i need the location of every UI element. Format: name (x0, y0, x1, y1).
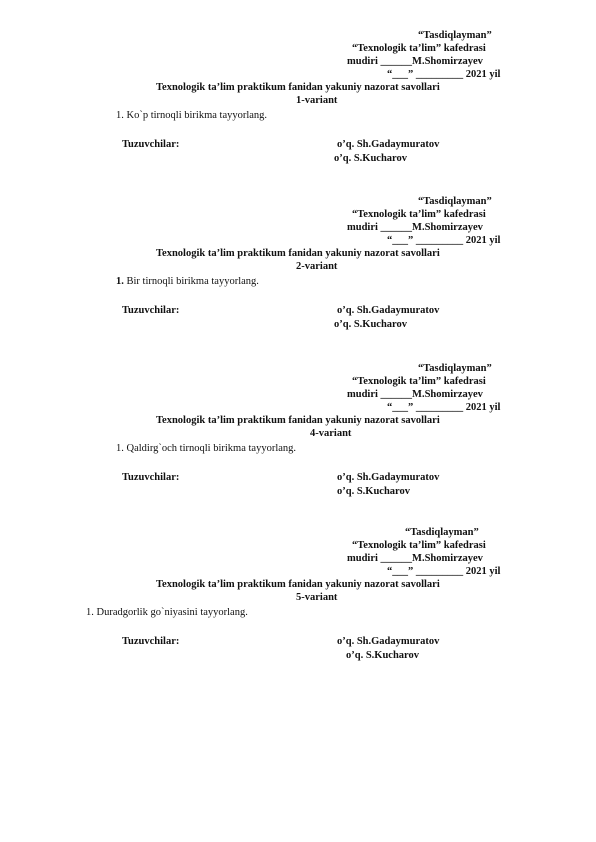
authors-label: Tuzuvchilar: (122, 305, 180, 316)
approval-date: “___” _________ 2021 yil (387, 566, 501, 577)
author-1: o’q. Sh.Gadaymuratov (337, 472, 440, 483)
authors-label: Tuzuvchilar: (122, 139, 180, 150)
department-name: “Texnologik ta’lim” kafedrasi (352, 43, 486, 54)
exam-title: Texnologik ta’lim praktikum fanidan yakuniy nazorat savollari (156, 415, 440, 426)
author-1: o’q. Sh.Gadaymuratov (337, 139, 440, 150)
authors-label: Tuzuvchilar: (122, 636, 180, 647)
author-1: o’q. Sh.Gadaymuratov (337, 305, 440, 316)
department-name: “Texnologik ta’lim” kafedrasi (352, 209, 486, 220)
question-text: 1. Duradgorlik go`niyasini tayyorlang. (86, 607, 248, 618)
author-2: o’q. S.Kucharov (334, 319, 408, 330)
approval-header: “Tasdiqlayman” (418, 30, 492, 41)
approval-header: “Tasdiqlayman” (418, 363, 492, 374)
approval-date: “___” _________ 2021 yil (387, 402, 501, 413)
variant-label: 4-variant (310, 428, 352, 439)
question-number: 1. (116, 276, 124, 287)
approval-date: “___” _________ 2021 yil (387, 235, 501, 246)
variant-label: 1-variant (296, 95, 338, 106)
exam-title: Texnologik ta’lim praktikum fanidan yakuniy nazorat savollari (156, 579, 440, 590)
author-2: o’q. S.Kucharov (337, 486, 411, 497)
variant-block-4 (0, 363, 596, 533)
question-text: 1. Qaldirg`och tirnoqli birikma tayyorlang. (116, 443, 297, 454)
variant-label: 5-variant (296, 592, 338, 603)
approval-header: “Tasdiqlayman” (418, 196, 492, 207)
exam-title: Texnologik ta’lim praktikum fanidan yakuniy nazorat savollari (156, 248, 440, 259)
author-1: o’q. Sh.Gadaymuratov (337, 636, 440, 647)
approval-header: “Tasdiqlayman” (405, 527, 479, 538)
variant-block-2 (0, 196, 596, 366)
variant-block-1 (0, 30, 596, 200)
question-text: 1. Ko`p tirnoqli birikma tayyorlang. (116, 110, 268, 121)
author-2: o’q. S.Kucharov (334, 153, 408, 164)
department-head: mudiri ______M.Shomirzayev (347, 56, 483, 67)
exam-title: Texnologik ta’lim praktikum fanidan yakuniy nazorat savollari (156, 82, 440, 93)
department-head: mudiri ______M.Shomirzayev (347, 553, 483, 564)
department-name: “Texnologik ta’lim” kafedrasi (352, 376, 486, 387)
variant-label: 2-variant (296, 261, 338, 272)
variant-block-5 (0, 527, 596, 697)
approval-date: “___” _________ 2021 yil (387, 69, 501, 80)
authors-label: Tuzuvchilar: (122, 472, 180, 483)
question-body: Bir tirnoqli birikma tayyorlang. (126, 276, 259, 287)
department-name: “Texnologik ta’lim” kafedrasi (352, 540, 486, 551)
question-text (116, 276, 259, 288)
department-head: mudiri ______M.Shomirzayev (347, 222, 483, 233)
author-2: o’q. S.Kucharov (346, 650, 420, 661)
department-head: mudiri ______M.Shomirzayev (347, 389, 483, 400)
